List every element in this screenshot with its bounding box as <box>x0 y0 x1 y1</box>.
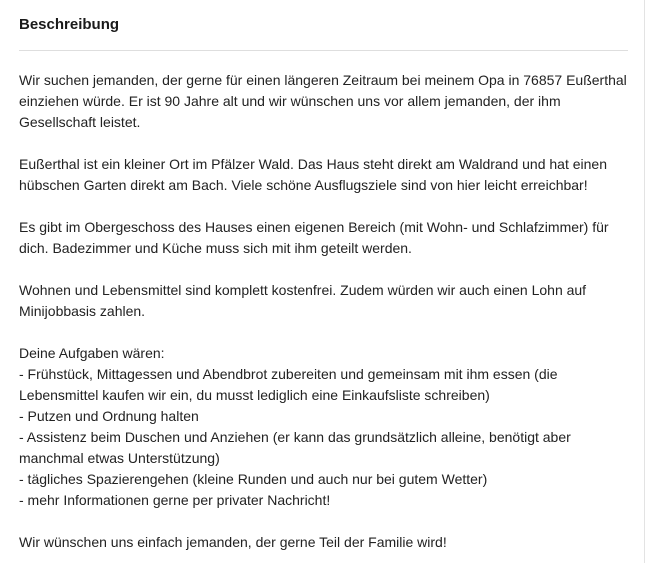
description-line: dich. Badezimmer und Küche muss sich mit ihm geteilt werden. <box>19 240 412 256</box>
description-line: - tägliches Spazierengehen (kleine Runden und auch nur bei gutem Wetter) <box>19 471 488 487</box>
description-line: - Assistenz beim Duschen und Anziehen (er kann das grundsätzlich alleine, benötigt aber <box>19 429 571 445</box>
description-line: - Putzen und Ordnung halten <box>19 408 199 424</box>
description-line: manchmal etwas Unterstützung) <box>19 450 220 466</box>
description-paragraph <box>19 343 631 511</box>
description-line: Eußerthal ist ein kleiner Ort im Pfälzer Wald. Das Haus steht direkt am Waldrand und hat einen <box>19 156 607 172</box>
description-paragraph <box>19 70 631 133</box>
description-line: - mehr Informationen gerne per privater Nachricht! <box>19 492 331 508</box>
description-body <box>19 70 631 563</box>
description-line: Wir wünschen uns einfach jemanden, der gerne Teil der Familie wird! <box>19 534 447 550</box>
section-title: Beschreibung <box>19 16 120 33</box>
description-line: - Frühstück, Mittagessen und Abendbrot zubereiten und gemeinsam mit ihm essen (die <box>19 366 558 382</box>
description-paragraph <box>19 280 631 322</box>
description-line: Gesellschaft leistet. <box>19 114 141 130</box>
description-line: Wir suchen jemanden, der gerne für einen längeren Zeitraum bei meinem Opa in 76857 Eußerthal <box>19 72 627 88</box>
description-paragraph <box>19 532 631 553</box>
description-line: Wohnen und Lebensmittel sind komplett kostenfrei. Zudem würden wir auch einen Lohn auf <box>19 282 587 298</box>
description-line: Deine Aufgaben wären: <box>19 345 165 361</box>
description-line: Minijobbasis zahlen. <box>19 303 146 319</box>
title-divider <box>19 50 628 51</box>
description-line: Lebensmittel kaufen wir ein, du musst lediglich eine Einkaufsliste schreiben) <box>19 387 490 403</box>
description-line: einziehen würde. Er ist 90 Jahre alt und wir wünschen uns vor allem jemanden, der ihm <box>19 93 561 109</box>
description-paragraph <box>19 154 631 196</box>
description-line: hübschen Garten direkt am Bach. Viele schöne Ausflugsziele sind von hier leicht erreichbar! <box>19 177 588 193</box>
description-paragraph <box>19 217 631 259</box>
description-line: Es gibt im Obergeschoss des Hauses einen eigenen Bereich (mit Wohn- und Schlafzimmer) für <box>19 219 609 235</box>
